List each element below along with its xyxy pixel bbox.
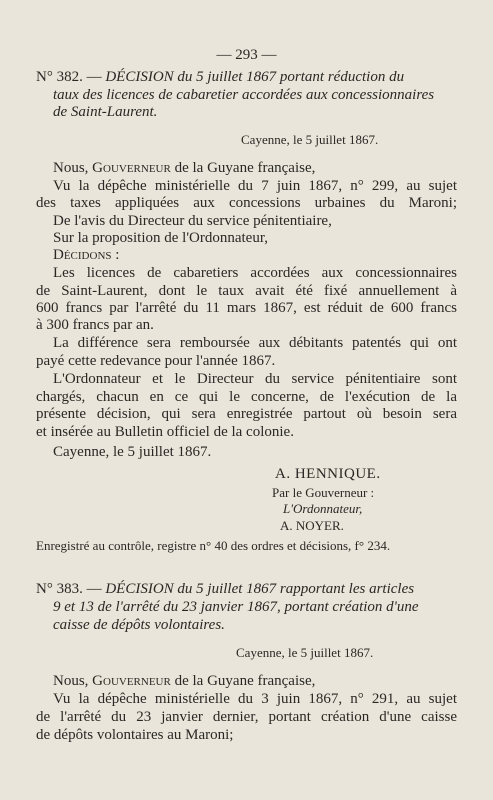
decision-383-number: N° 383. (36, 581, 83, 597)
decision-382-vu-line-1: Vu la dépêche ministérielle du 7 juin 1867, n° 299, au sujet (53, 178, 457, 194)
decision-382-article-1-line-1: Les licences de cabaretiers accordées aux concessionnaires (53, 265, 457, 281)
decision-382-article-2-line-2: payé cette redevance pour l'année 1867. (36, 353, 276, 369)
decision-382-signature: A. HENNIQUE. (275, 466, 381, 482)
decision-382-article-3-line-2: chargés, chacun en ce qui le concerne, de l'exécution de la (36, 389, 457, 405)
decision-383-vu-line-3: de dépôts volontaires au Maroni; (36, 727, 234, 743)
decision-382-article-2-line-1: La différence sera remboursée aux débitants patentés qui ont (53, 335, 457, 351)
decision-382-article-1-line-4: à 300 francs par an. (36, 317, 154, 333)
decision-382-avis: De l'avis du Directeur du service pénitentiaire, (53, 213, 332, 229)
decision-382-article-3-line-3: présente décision, qui sera enregistrée partout où besoin sera (36, 406, 457, 422)
decision-383-preamble: Nous, Gouverneur de la Guyane française, (53, 673, 316, 689)
decision-382-par-le-gouverneur: Par le Gouverneur : (272, 485, 375, 500)
gouverneur-title: Gouverneur (92, 673, 171, 689)
decision-382-registration: Enregistré au contrôle, registre n° 40 des ordres et décisions, f° 234. (36, 538, 391, 553)
decision-382-decidons: Décidons : (53, 247, 120, 263)
decision-383-place-date: Cayenne, le 5 juillet 1867. (236, 645, 374, 660)
gouverneur-title: Gouverneur (92, 160, 171, 176)
decision-382-countersignature: A. NOYER. (280, 518, 344, 533)
decision-382-title: DÉCISION du 5 juillet 1867 portant réduction du (105, 69, 405, 85)
decision-382-number: N° 382. (36, 69, 83, 85)
decision-383-title-line-1: N° 383. — DÉCISION du 5 juillet 1867 rapportant les articles (36, 581, 415, 597)
decision-382-proposition: Sur la proposition de l'Ordonnateur, (53, 230, 268, 246)
decision-382-place-date: Cayenne, le 5 juillet 1867. (241, 132, 379, 147)
decision-382-title-line-3: de Saint-Laurent. (53, 104, 158, 120)
decision-382-vu-line-2: des taxes appliquées aux concessions urbaines du Maroni; (36, 195, 457, 211)
decision-382-preamble: Nous, Gouverneur de la Guyane française, (53, 160, 316, 176)
decision-383-vu-line-1: Vu la dépêche ministérielle du 3 juin 1867, n° 291, au sujet (53, 691, 457, 707)
decision-383-title-line-2: 9 et 13 de l'arrêté du 23 janvier 1867, portant création d'une (53, 599, 419, 615)
decision-382-article-1-line-2: de Saint-Laurent, dont le taux avait été fixé annuellement à (36, 283, 457, 299)
decision-383-title: DÉCISION du 5 juillet 1867 rapportant les articles (105, 581, 415, 597)
decision-382-title-line-1: N° 382. — DÉCISION du 5 juillet 1867 portant réduction du (36, 69, 405, 85)
decision-382-article-3-line-1: L'Ordonnateur et le Directeur du service pénitentiaire sont (53, 371, 457, 387)
decision-382-article-1-line-3: 600 francs par l'arrêté du 11 mars 1867, est réduit de 600 francs (36, 300, 457, 316)
decision-382-title-line-2: taux des licences de cabaretier accordées aux concessionnaires (53, 87, 435, 103)
decision-383-title-line-3: caisse de dépôts volontaires. (53, 617, 225, 633)
decision-382-article-3-line-4: et insérée au Bulletin officiel de la colonie. (36, 424, 294, 440)
page-number: — 293 — (216, 47, 277, 63)
decision-383-vu-line-2: de l'arrêté du 23 janvier dernier, portant création d'une caisse (36, 709, 457, 725)
decision-382-ordonnateur: L'Ordonnateur, (283, 501, 363, 516)
decision-382-closing-place-date: Cayenne, le 5 juillet 1867. (53, 444, 212, 460)
